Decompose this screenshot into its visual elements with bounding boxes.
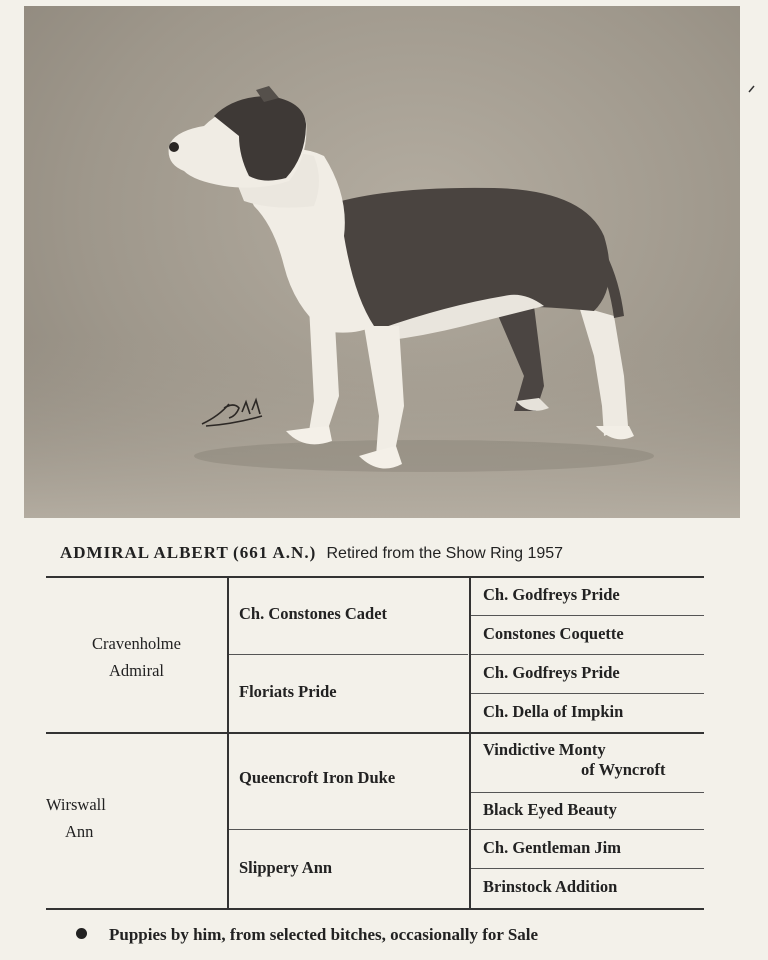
- footer: [76, 925, 538, 945]
- ggp-divider-5: [470, 792, 704, 793]
- parent-dam-line2: Ann: [65, 822, 94, 841]
- column-rule-2: [469, 576, 471, 908]
- column-rule-1: [227, 576, 229, 908]
- great-grandparent-4: Ch. Della of Impkin: [483, 702, 624, 721]
- great-grandparent-5-line2: of Wyncroft: [581, 760, 666, 779]
- caption-note: Retired from the Show Ring 1957: [326, 545, 564, 562]
- parent-sire: [46, 630, 227, 684]
- parent-sire-line2: Admiral: [109, 661, 164, 680]
- table-top-rule: [46, 576, 704, 578]
- table-mid-rule: [46, 732, 704, 734]
- pedigree-table: [46, 576, 704, 910]
- footer-text: Puppies by him, from selected bitches, occasionally for Sale: [109, 925, 539, 944]
- bullet-icon: [76, 928, 87, 939]
- great-grandparent-1: Ch. Godfreys Pride: [483, 585, 620, 604]
- parent-dam: [46, 791, 188, 845]
- grandparent-divider-1: [228, 654, 468, 655]
- caption: [60, 543, 740, 563]
- grandparent-4: Slippery Ann: [239, 858, 333, 877]
- great-grandparent-6: Black Eyed Beauty: [483, 800, 617, 819]
- margin-mark: [748, 80, 756, 88]
- grandparent-2: Floriats Pride: [239, 682, 337, 701]
- dog-photo: [24, 6, 740, 518]
- ggp-divider-7: [470, 868, 704, 869]
- great-grandparent-8: Brinstock Addition: [483, 877, 618, 896]
- table-bottom-rule: [46, 908, 704, 910]
- ggp-divider-2: [470, 654, 704, 655]
- ggp-divider-1: [470, 615, 704, 616]
- grandparent-3: Queencroft Iron Duke: [239, 768, 396, 787]
- great-grandparent-5: [483, 740, 665, 780]
- ggp-divider-6: [470, 829, 704, 830]
- registration-number: (661 A.N.): [233, 543, 317, 562]
- dog-name: ADMIRAL ALBERT: [60, 543, 229, 562]
- great-grandparent-2: Constones Coquette: [483, 624, 624, 643]
- grandparent-divider-2: [228, 829, 468, 830]
- great-grandparent-3: Ch. Godfreys Pride: [483, 663, 620, 682]
- great-grandparent-5-line1: Vindictive Monty: [483, 740, 606, 759]
- ggp-divider-3: [470, 693, 704, 694]
- parent-dam-line1: Wirswall: [46, 795, 106, 814]
- grandparent-1: Ch. Constones Cadet: [239, 604, 388, 623]
- great-grandparent-7: Ch. Gentleman Jim: [483, 838, 621, 857]
- parent-sire-line1: Cravenholme: [92, 634, 181, 653]
